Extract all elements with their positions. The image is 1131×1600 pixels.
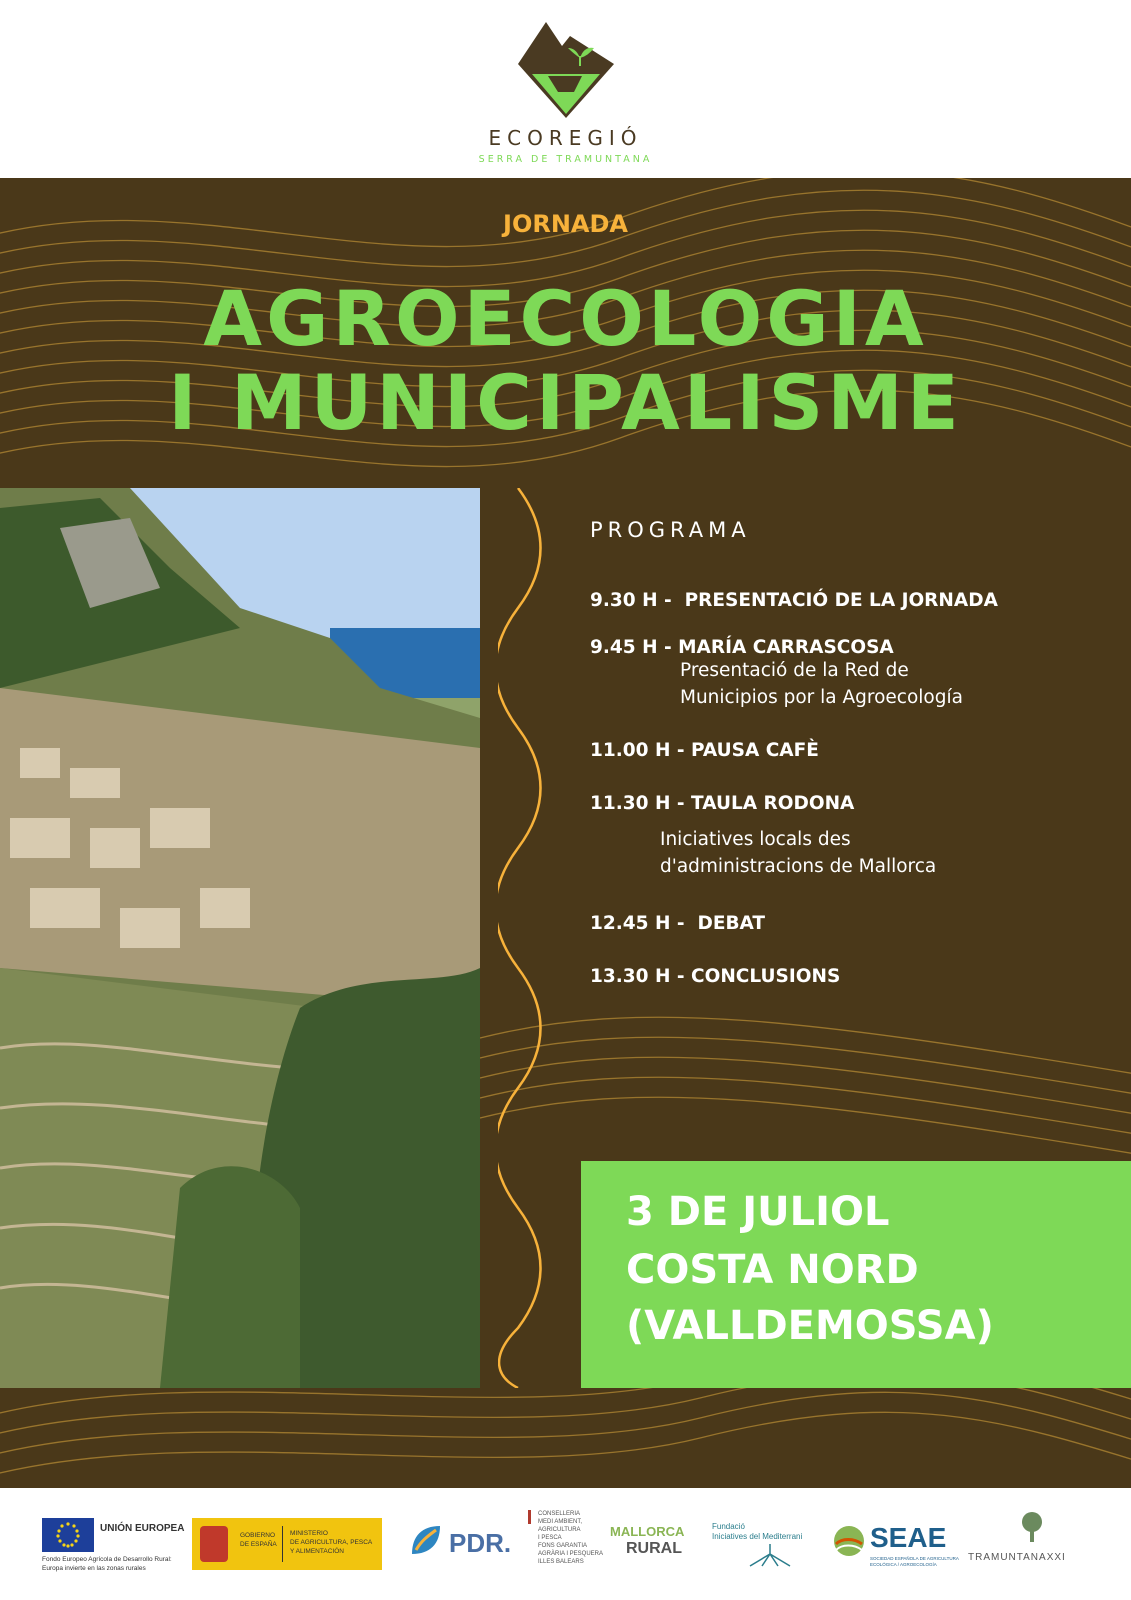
- program-detail-line: Municipios por la Agroecología: [680, 687, 963, 708]
- program-item: [590, 913, 765, 934]
- tree-icon: [1018, 1510, 1046, 1544]
- event-date: 3 DE JULIOL: [626, 1189, 890, 1235]
- ministerio-text: DE AGRICULTURA, PESCA: [290, 1539, 373, 1546]
- pdr-leaf-icon: [408, 1522, 444, 1558]
- program-title: PRESENTACIÓ DE LA JORNADA: [684, 590, 998, 611]
- logo-subtitle: SERRA DE TRAMUNTANA: [478, 154, 653, 165]
- event-kicker: JORNADA: [503, 210, 628, 238]
- program-time: 12.45 H -: [590, 913, 685, 934]
- mallorca-rural-text: RURAL: [626, 1540, 682, 1557]
- logo-name: ECOREGIÓ: [488, 126, 643, 150]
- pdr-text: PDR.: [449, 1528, 512, 1558]
- eu-name: UNIÓN EUROPEA: [100, 1523, 185, 1534]
- program-item: [590, 590, 998, 611]
- goib-text: [538, 1510, 603, 1566]
- program-detail: [660, 826, 936, 880]
- gobierno-text: DE ESPAÑA: [240, 1541, 277, 1548]
- programa-heading: PROGRAMA: [590, 518, 751, 542]
- event-town: (VALLDEMOSSA): [626, 1303, 994, 1349]
- program-item: [590, 966, 840, 987]
- sponsor-footer: [0, 1488, 1131, 1600]
- goib-line: I PESCA: [538, 1535, 562, 1541]
- seae-logo-icon: [832, 1524, 866, 1558]
- program-item: [590, 637, 894, 658]
- program-time: 11.30 H -: [590, 793, 685, 814]
- program-time: 9.45 H -: [590, 637, 672, 658]
- fundacio-text: Fundació: [712, 1522, 745, 1531]
- program-title: DEBAT: [691, 913, 766, 934]
- program-title: TAULA RODONA: [691, 793, 855, 814]
- seae-subtext: SOCIEDAD ESPAÑOLA DE AGRICULTURA: [870, 1556, 959, 1561]
- event-title-line-1: AGROECOLOGIA: [203, 274, 928, 363]
- event-venue: COSTA NORD: [626, 1247, 919, 1293]
- program-time: 11.00 H -: [590, 740, 685, 761]
- poster-body: [0, 178, 1131, 1488]
- program-title: MARÍA CARRASCOSA: [678, 637, 894, 658]
- program-title: PAUSA CAFÈ: [691, 740, 819, 761]
- divider: [282, 1526, 283, 1562]
- wavy-divider: [498, 488, 558, 1388]
- program-time: 13.30 H -: [590, 966, 685, 987]
- ministerio-text: Y ALIMENTACIÓN: [290, 1548, 344, 1555]
- date-location-box: [581, 1161, 1131, 1388]
- goib-line: FONS GARANTIA: [538, 1543, 588, 1549]
- goib-line: ILLES BALEARS: [538, 1559, 584, 1565]
- program-time: 9.30 H -: [590, 590, 672, 611]
- landscape-photo: [0, 488, 480, 1388]
- seae-text: SEAE: [870, 1522, 947, 1553]
- seae-subtext: ECOLÓGICA / AGROECOLOGÍA: [870, 1562, 937, 1567]
- program-title: CONCLUSIONS: [691, 966, 841, 987]
- program-detail-line: Iniciatives locals des: [660, 829, 851, 850]
- program-detail-line: Presentació de la Red de: [680, 660, 909, 681]
- ministerio-text: MINISTERIO: [290, 1530, 328, 1537]
- fundacio-text: Iniciatives del Mediterrani: [712, 1532, 803, 1541]
- program-detail-line: d'administracions de Mallorca: [660, 856, 937, 877]
- goib-line: AGRICULTURA: [538, 1527, 581, 1533]
- program-item: [590, 793, 854, 814]
- mallorca-rural-text: MALLORCA: [610, 1524, 685, 1539]
- program-detail: [680, 657, 963, 711]
- goib-mark-icon: [528, 1510, 531, 1524]
- gobierno-logo: [192, 1518, 382, 1570]
- ecoregio-logo-icon: [518, 18, 614, 122]
- goib-line: MEDI AMBIENT,: [538, 1519, 583, 1525]
- header: [0, 0, 1131, 178]
- goib-line: CONSELLERIA: [538, 1511, 581, 1517]
- program-item: [590, 740, 819, 761]
- eu-caption: Europa invierte en las zonas rurales: [42, 1565, 146, 1572]
- gobierno-text: GOBIERNO: [240, 1532, 276, 1539]
- eu-flag-icon: [42, 1518, 94, 1552]
- tree-roots-icon: [740, 1544, 800, 1568]
- coat-of-arms-icon: [200, 1526, 228, 1562]
- tramuntana-xxi-text: TRAMUNTANAXXI: [968, 1552, 1066, 1563]
- event-title-line-2: I MUNICIPALISME: [168, 358, 963, 447]
- eu-caption: Fondo Europeo Agrícola de Desarrollo Rural:: [42, 1556, 172, 1563]
- goib-line: AGRÀRIA I PESQUERA: [538, 1551, 604, 1557]
